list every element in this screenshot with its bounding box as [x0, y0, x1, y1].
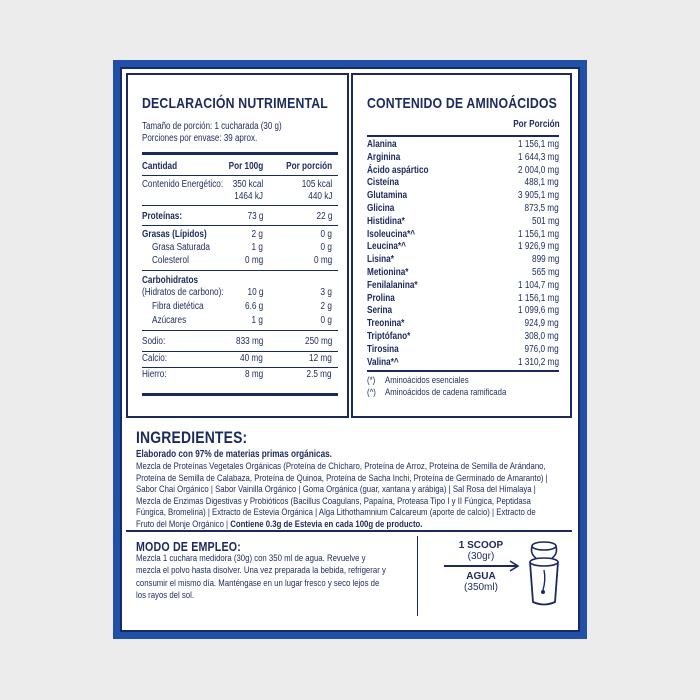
amino-value: 501 mg [531, 215, 559, 227]
amino-value: 976,0 mg [524, 343, 559, 355]
nutrient-per-serving: 0 mg [313, 255, 332, 266]
amino-row [367, 267, 559, 279]
nutrient-name: Azúcares [152, 315, 187, 326]
amino-name: Isoleucina*^ [367, 228, 416, 240]
nutrient-name: Sodio: [142, 336, 166, 347]
amino-value: 3 905,1 mg [517, 190, 559, 202]
nutrient-per-serving: 3 g [320, 287, 332, 298]
amino-name: Treonina* [367, 318, 405, 330]
amino-row [367, 177, 559, 189]
nutrient-per-serving: 12 mg [309, 353, 332, 364]
amino-row [367, 216, 559, 228]
nutrient-per100: 350 kcal [232, 179, 263, 190]
amino-value: 2 004,0 mg [517, 164, 559, 176]
amino-title: CONTENIDO DE AMINOÁCIDOS [367, 95, 558, 112]
scoop-amount: (30gr) [467, 551, 495, 562]
amino-name: Lisina* [367, 254, 394, 266]
shaker-cup-icon [526, 540, 562, 608]
nutrient-name: Fibra dietética [152, 301, 204, 312]
amino-row [367, 241, 559, 253]
amino-row [367, 229, 559, 241]
legend-essential [367, 375, 469, 386]
servings-per-container: Porciones por envase: 39 aprox. [142, 133, 258, 144]
nutrient-name: Colesterol [152, 255, 189, 266]
legend-text: Aminoácidos esenciales [385, 375, 469, 386]
amino-name: Leucina*^ [367, 241, 406, 253]
nutrient-per100: 6.6 g [244, 301, 263, 312]
amino-row [367, 152, 559, 164]
amino-value: 565 mg [531, 267, 559, 278]
water-amount: (350ml) [464, 582, 498, 593]
water-label: AGUA [466, 571, 496, 582]
nutrient-name: (Hidratos de carbono): [142, 287, 224, 298]
amino-row [367, 190, 559, 202]
nutrition-row [142, 287, 332, 301]
amino-name: Serina [367, 305, 393, 317]
nutrient-per100: 1 g [251, 242, 263, 253]
nutrient-per-serving: 2.5 mg [306, 369, 332, 380]
nutrient-per100: 10 g [247, 287, 263, 298]
divider [142, 351, 338, 352]
nutrition-row [142, 301, 332, 315]
ingredients-panel [126, 420, 572, 528]
divider [142, 393, 338, 396]
amino-row [367, 165, 559, 177]
nutrition-row [142, 255, 332, 269]
nutrient-per100: 1 g [251, 315, 263, 326]
nutrient-per-serving: 22 g [316, 211, 332, 222]
amino-name: Tirosina [367, 343, 399, 355]
amino-row [367, 254, 559, 266]
amino-name: Prolina [367, 292, 395, 304]
nutrient-name: Proteínas: [142, 211, 183, 222]
usage-title: MODO DE EMPLEO: [136, 539, 241, 554]
divider [142, 175, 338, 176]
nutrient-per100: 40 mg [240, 353, 263, 364]
amino-name: Alanina [367, 139, 397, 150]
scoop-label: 1 SCOOP [458, 540, 504, 551]
col-quantity: Cantidad [142, 161, 178, 172]
col-perserving: Por porción [285, 161, 332, 172]
amino-panel [351, 73, 572, 418]
nutrient-per100: 0 mg [244, 255, 263, 266]
nutrient-per-serving: 0 g [320, 229, 332, 240]
amino-name: Glutamina [367, 190, 408, 202]
amino-name: Histidina* [367, 215, 405, 227]
nutrient-name: Grasas (Lípidos) [142, 229, 207, 240]
nutrient-per-serving: 250 mg [304, 336, 332, 347]
divider [142, 330, 338, 331]
nutrient-per-serving: 440 kJ [307, 191, 332, 202]
legend-symbol: (*) [367, 375, 376, 386]
amino-row [367, 293, 559, 305]
nutrient-per-serving: 2 g [320, 301, 332, 312]
amino-value: 1 310,2 mg [517, 356, 559, 368]
stevia-note: Contiene 0.3g de Estevia en cada 100g de producto. [228, 518, 423, 530]
divider [417, 536, 418, 616]
amino-row [367, 344, 559, 356]
amino-value: 1 926,9 mg [517, 241, 559, 253]
divider [142, 225, 338, 226]
amino-name: Arginina [367, 151, 401, 163]
amino-row [367, 203, 559, 215]
legend-branched [367, 387, 506, 398]
nutrient-per-serving: 105 kcal [301, 179, 332, 190]
divider [142, 152, 338, 155]
legend-symbol: (^) [367, 387, 376, 398]
nutrition-row [142, 353, 332, 367]
amino-row [367, 139, 559, 151]
nutrient-per100: 1464 kJ [234, 191, 263, 202]
per-serving-label: Por Porción [513, 119, 560, 130]
amino-row [367, 357, 559, 369]
amino-value: 899 mg [531, 254, 559, 266]
amino-name: Triptófano* [367, 331, 411, 342]
amino-value: 1 156,1 mg [517, 292, 559, 304]
amino-row [367, 280, 559, 292]
nutrition-row [142, 229, 332, 243]
nutrition-row [142, 211, 332, 225]
amino-value: 308,0 mg [524, 331, 559, 342]
label-frame [113, 60, 587, 639]
nutrient-name: Calcio: [142, 353, 168, 364]
nutrient-per-serving: 0 g [320, 315, 332, 326]
amino-row [367, 318, 559, 330]
ingredients-body [136, 461, 554, 531]
legend-text: Aminoácidos de cadena ramificada [385, 387, 507, 398]
nutrient-per-serving: 0 g [320, 242, 332, 253]
usage-body: Mezcla 1 cuchara medidora (30g) con 350 ml de agua. Revuelve y mezcla el polvo hasta disolver. Una vez preparada la bebida, refrigerar y consumir el mismo día. Manténgase en un lugar fresco y seco lejos de los rayos del sol. [136, 553, 386, 602]
nutrition-header-row [142, 161, 332, 175]
nutrient-name: Grasa Saturada [152, 242, 210, 253]
label-inner [120, 67, 580, 632]
amino-name: Fenilalanina* [367, 279, 418, 291]
ingredients-title: INGREDIENTES: [136, 428, 248, 447]
amino-name: Metionina* [367, 267, 409, 278]
nutrition-row [142, 315, 332, 329]
nutrition-row [142, 191, 332, 205]
amino-name: Valina*^ [367, 356, 399, 368]
ingredients-text: Mezcla de Proteínas Vegetales Orgánicas (Proteína de Chícharo, Proteína de Arroz, Proteína de Semilla de Arándano, Proteína de Semilla de Calabaza, Proteína de Quinoa, Proteína de Sacha Inchi, Proteína de Germinado de Amaranto) | Sabor Chai Orgánico | Sabor Vainilla Orgánico | Goma Orgánica (guar, xantana y arábiga) | Sal Rosa del Himalaya | Mezcla de Enzimas Digestivas y Probióticos (Bacillus Coagulans, Papaína, Proteasa Tipo I y II Fúngica, Peptidasa Fúngica, Bromelina) | Extracto de Estevia Orgánica | Alga Lithothamnium Calcareum (aporte de calcio) | Extracto de Fruto del Monje Orgánico | [136, 461, 548, 530]
nutrition-row [142, 369, 332, 383]
divider [367, 135, 559, 137]
amino-row [367, 331, 559, 343]
nutrition-title: DECLARACIÓN NUTRIMENTAL [142, 95, 328, 112]
amino-value: 488,1 mg [524, 177, 559, 189]
col-per100: Por 100g [228, 161, 263, 172]
serving-size: Tamaño de porción: 1 cucharada (30 g) [142, 121, 282, 132]
arrow-line [444, 565, 518, 567]
amino-row [367, 305, 559, 317]
ingredients-subtitle: Elaborado con 97% de materias primas orgánicas. [136, 449, 332, 460]
amino-value: 1 156,1 mg [517, 228, 559, 240]
divider [142, 205, 338, 206]
amino-value: 873,5 mg [524, 203, 559, 214]
nutrient-name: Carbohidratos [142, 275, 199, 286]
divider [367, 370, 559, 372]
nutrient-per100: 2 g [251, 229, 263, 240]
divider [142, 270, 338, 271]
amino-value: 924,9 mg [524, 318, 559, 330]
amino-name: Glicina [367, 203, 395, 214]
nutrition-row [142, 336, 332, 350]
amino-name: Cisteína [367, 177, 399, 189]
nutrition-row [142, 242, 332, 256]
usage-panel [126, 530, 572, 622]
amino-value: 1 156,1 mg [517, 139, 559, 150]
amino-value: 1 099,6 mg [517, 305, 559, 317]
nutrient-name: Hierro: [142, 369, 167, 380]
nutrient-per100: 833 mg [235, 336, 263, 347]
nutrient-per100: 8 mg [244, 369, 263, 380]
amino-value: 1 644,3 mg [517, 151, 559, 163]
nutrient-name: Contenido Energético: [142, 179, 224, 190]
nutrient-per100: 73 g [247, 211, 263, 222]
nutrition-panel [126, 73, 349, 418]
amino-name: Ácido aspártico [367, 164, 429, 176]
divider [142, 367, 338, 368]
amino-value: 1 104,7 mg [517, 279, 559, 291]
